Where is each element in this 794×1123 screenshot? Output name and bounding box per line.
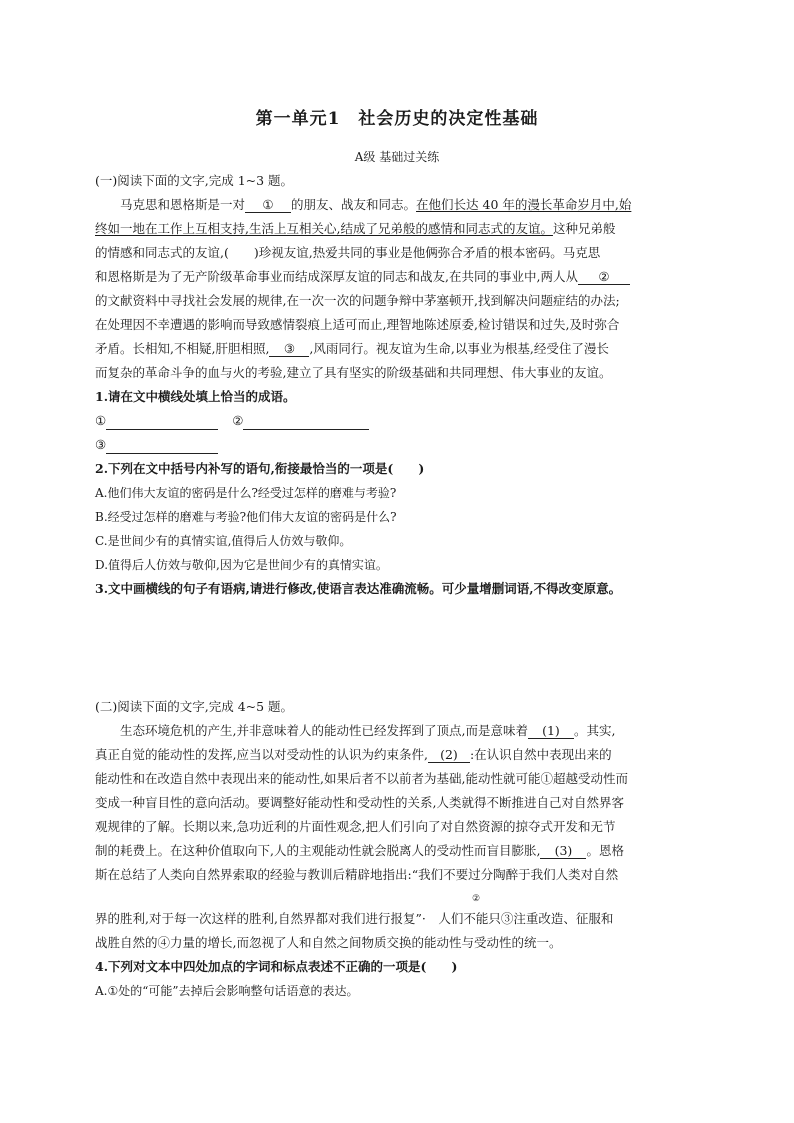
text: 这种兄弟般 (552, 221, 616, 236)
answer-label-3: ③ (95, 437, 107, 452)
text: ,风雨同行。视友谊为生命,以事业为根基,经受住了漫长 (309, 341, 609, 356)
blank-3: ③ (269, 341, 309, 357)
section1-paragraph-line (120, 196, 631, 214)
section2-paragraph-line: 观规律的了解。长期以来,急功近利的片面性观念,把人们引向了对自然资源的掠夺式开发和无节 (95, 819, 616, 834)
point-mark-2: ② (472, 894, 481, 904)
section1-paragraph-line: 的情感和同志式的友谊,( )珍视友谊,热爱共同的事业是他俩弥合矛盾的根本密码。马克思 (95, 245, 601, 260)
option-b: B.经受过怎样的磨难与考验?他们伟大友谊的密码是什么? (95, 510, 397, 524)
section2-paragraph-line (95, 842, 624, 860)
answer-line-1[interactable] (106, 415, 218, 430)
text: 真正自觉的能动性的发挥,应当以对受动性的认识为约束条件, (95, 747, 428, 762)
section2-paragraph-line (120, 722, 615, 740)
text: 。恩格 (586, 843, 624, 858)
section1-paragraph-line (95, 340, 609, 358)
page-subtitle: A级 基础过关练 (354, 150, 440, 164)
question-2: 2.下列在文中括号内补写的语句,衔接最恰当的一项是( ) (95, 461, 425, 476)
text: 矛盾。长相知,不相疑,肝胆相照, (95, 341, 270, 356)
text: 制的耗费上。在这种价值取向下,人的主观能动性就会脱离人的受动性而盲目膨胀, (95, 843, 541, 858)
blank-2: ② (578, 269, 630, 285)
answer-line-3[interactable] (106, 439, 218, 454)
section1-paragraph-line (95, 268, 630, 286)
text: 的朋友、战友和同志。 (291, 197, 417, 212)
text: 生态环境危机的产生,并非意味着人的能动性已经发挥到了顶点,而是意味着 (120, 723, 528, 738)
answer-line-row (95, 436, 218, 454)
section1-paragraph-line: 在处理因不幸遭遇的影响而导致感情裂痕上适可而止,理智地陈述原委,检讨错误和过失,及时弥合 (95, 317, 620, 332)
section2-paragraph-line: 战胜自然的④力量的增长,而忽视了人和自然之间物质交换的能动性与受动性的统一。 (95, 935, 562, 950)
answer-line-row (95, 412, 369, 430)
question-3: 3.文中画横线的句子有语病,请进行修改,使语言表达准确流畅。可少量增删词语,不得改变原意。 (95, 581, 622, 596)
section1-paragraph-line (95, 220, 615, 238)
underlined-text: 终如一地在工作上互相支持,生活上互相关心,结成了兄弟般的感情和同志式的友谊。 (95, 221, 553, 236)
section1-heading: (一)阅读下面的文字,完成 1~3 题。 (95, 173, 294, 188)
section1-paragraph-line: 的文献资料中寻找社会发展的规律,在一次一次的问题争辩中茅塞顿开,找到解决问题症结的办法; (95, 293, 620, 308)
section2-paragraph-line (95, 746, 612, 764)
section2-paragraph-line: 变成一种盲目性的意向活动。要调整好能动性和受动性的关系,人类就得不断推进自己对自然界客 (95, 795, 624, 810)
option-a: A.他们伟大友谊的密码是什么?经受过怎样的磨难与考验? (95, 486, 397, 500)
blank-3: (3) (540, 843, 586, 859)
section1-paragraph-line: 而复杂的革命斗争的血与火的考验,建立了具有坚实的阶级基础和共同理想、伟大事业的友谊。 (95, 365, 612, 380)
underlined-text: 在他们长达 40 年的漫长革命岁月中,始 (416, 197, 632, 212)
text: · 人们不能只③注重改造、征服和 (421, 911, 614, 926)
answer-label-1: ① (95, 413, 107, 428)
option-a: A.①处的“可能”去掉后会影响整句话语意的表达。 (95, 984, 359, 998)
option-d: D.值得后人仿效与敬仰,因为它是世间少有的真情实谊。 (95, 558, 388, 572)
section2-paragraph-line (95, 910, 613, 928)
text: 界的胜利,对于每一次这样的胜利,自然界都对我们进行报复” (95, 911, 422, 926)
blank-1: (1) (528, 723, 574, 739)
page-title: 第一单元1 社会历史的决定性基础 (255, 109, 539, 129)
section2-paragraph-line: 能动性和在改造自然中表现出来的能动性,如果后者不以前者为基础,能动性就可能①超越受动性而 (95, 771, 628, 786)
text: 和恩格斯是为了无产阶级革命事业而结成深厚友谊的同志和战友,在共同的事业中,两人从 (95, 269, 578, 284)
section2-paragraph-line: 斯在总结了人类向自然界索取的经验与教训后精辟地指出:“我们不要过分陶醉于我们人类对自然 (95, 867, 619, 882)
text: 马克思和恩格斯是一对 (120, 197, 246, 212)
answer-label-2: ② (232, 413, 244, 428)
option-c: C.是世间少有的真情实谊,值得后人仿效与敬仰。 (95, 534, 352, 548)
question-1: 1.请在文中横线处填上恰当的成语。 (95, 389, 296, 404)
text: 。其实, (573, 723, 616, 738)
question-4: 4.下列对文本中四处加点的字词和标点表述不正确的一项是( ) (95, 959, 458, 974)
section2-heading: (二)阅读下面的文字,完成 4~5 题。 (95, 699, 294, 714)
text: :在认识自然中表现出来的 (469, 747, 612, 762)
blank-1: ① (245, 197, 291, 213)
blank-2: (2) (428, 747, 470, 763)
answer-line-2[interactable] (243, 415, 369, 430)
